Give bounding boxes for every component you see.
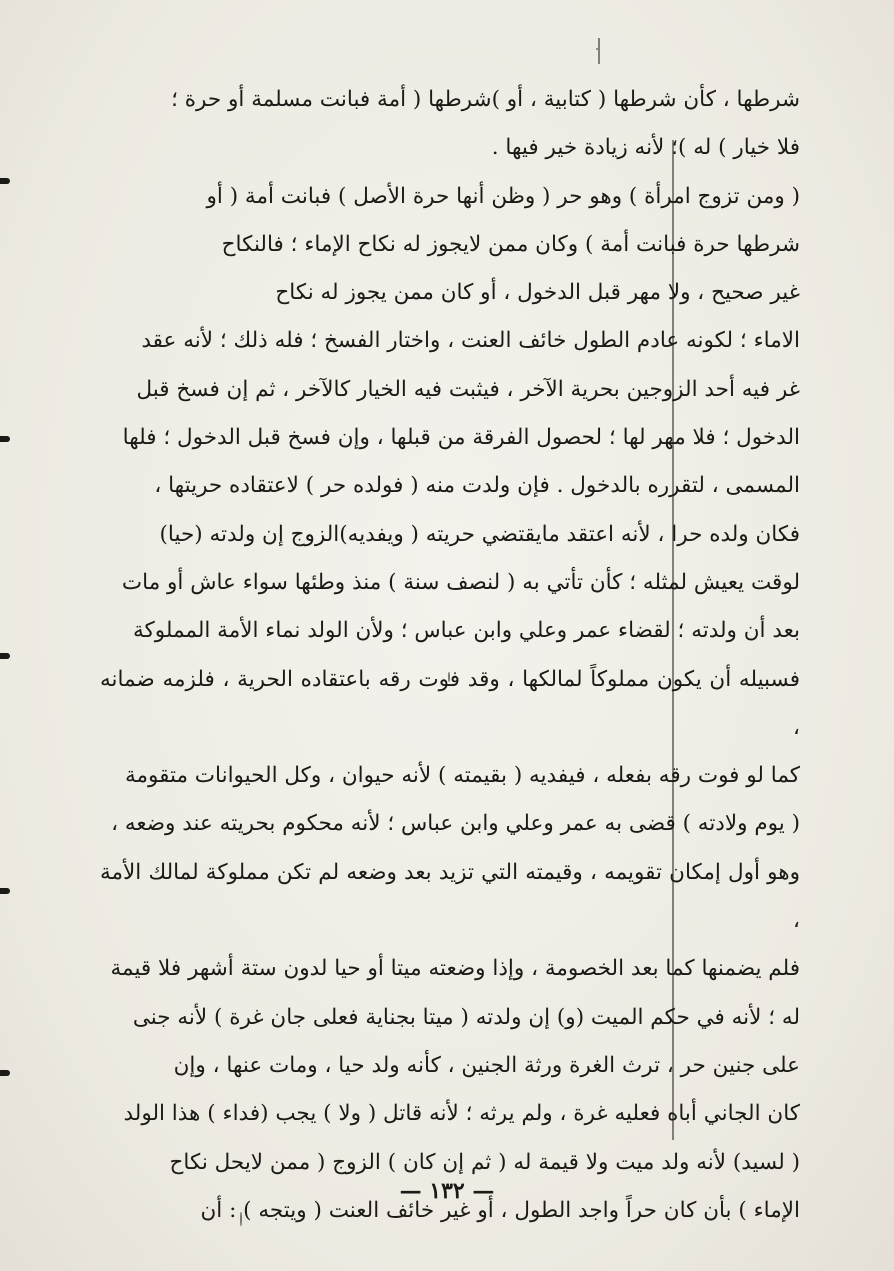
text-line: شرطها ، كأن شرطها ( كتابية ، أو )شرطها ( أمة فبانت مسلمة أو حرة ؛ xyxy=(171,87,800,112)
text-line: الإماء ) بأن كان حراً واجد الطول ، أو غير خائف العنت ( ويتجه ) : أن xyxy=(200,1197,800,1223)
binding-mark xyxy=(0,1070,10,1076)
text-line: الاماء ؛ لكونه عادم الطول خائف العنت ، واختار الفسخ ؛ فله ذلك ؛ لأنه عقد xyxy=(141,328,800,354)
text-line: لوقت يعيش لمثله ؛ كأن تأتي به ( لنصف سنة ) منذ وطئها سواء عاش أو مات xyxy=(121,569,800,595)
text-line: ( يوم ولادته ) قضى به عمر وعلي وابن عباس ؛ لأنه محكوم بحريته عند وضعه ، xyxy=(111,811,800,837)
text-line: فسبيله أن يكون مملوكاً لمالكها ، وقد فوت رقه باعتقاده الحرية ، فلزمه ضمانه ، xyxy=(100,666,800,740)
binding-mark xyxy=(0,178,10,184)
text-line: وهو أول إمكان تقويمه ، وقيمته التي تزيد بعد وضعه لم تكن مملوكة لمالك الأمة ، xyxy=(100,859,800,934)
page-number: — ١٣٢ — xyxy=(399,1178,495,1204)
binding-mark xyxy=(0,653,10,659)
text-line: فكان ولده حرا ، لأنه اعتقد مايقتضي حريته ( ويفديه)الزوج إن ولدته (حيا) xyxy=(159,521,800,547)
text-line: المسمى ، لتقرره بالدخول . فإن ولدت منه ( فولده حر ) لاعتقاده حريتها ، xyxy=(154,473,800,499)
text-line: بعد أن ولدته ؛ لقضاء عمر وعلي وابن عباس ؛ ولأن الولد نماء الأمة المملوكة xyxy=(132,618,800,644)
text-line: فلم يضمنها كما بعد الخصومة ، وإذا وضعته ميتا أو حيا لدون ستة أشهر فلا قيمة xyxy=(110,956,800,982)
binding-mark xyxy=(0,888,10,894)
text-line: كان الجاني أباه فعليه غرة ، ولم يرثه ؛ لأنه قاتل ( ولا ) يجب (فداء ) هذا الولد xyxy=(123,1101,800,1127)
fold-tick xyxy=(598,38,600,64)
text-line: الدخول ؛ فلا مهر لها ؛ لحصول الفرقة من قبلها ، وإن فسخ قبل الدخول ؛ فلها xyxy=(122,425,800,451)
text-line: فلا خيار ) له )؛ لأنه زيادة خير فيها . xyxy=(491,135,800,161)
text-line: على جنين حر ، ترث الغرة ورثة الجنين ، كأنه ولد حيا ، ومات عنها ، وإن xyxy=(173,1052,800,1078)
text-line: غير صحيح ، ولا مهر قبل الدخول ، أو كان ممن يجوز له نكاح xyxy=(275,280,800,306)
text-line: غر فيه أحد الزوجين بحرية الآخر ، فيثبت فيه الخيار كالآخر ، ثم إن فسخ قبل xyxy=(136,376,800,402)
text-line: شرطها حرة فبانت أمة ) وكان ممن لايجوز له نكاح الإماء ؛ فالنكاح xyxy=(221,231,800,257)
binding-mark xyxy=(0,436,10,442)
text-line: كما لو فوت رقه بفعله ، فيفديه ( بقيمته ) لأنه حيوان ، وكل الحيوانات متقومة xyxy=(124,763,800,789)
text-line: ( ومن تزوج امرأة ) وهو حر ( وظن أنها حرة الأصل ) فبانت أمة ( أو xyxy=(206,183,800,209)
text-line: ( لسيد) لأنه ولد ميت ولا قيمة له ( ثم إن كان ) الزوج ( ممن لايحل نكاح xyxy=(169,1149,800,1175)
text-line: له ؛ لأنه في حكم الميت (و) إن ولدته ( ميتا بجناية فعلى جان غرة ) لأنه جنى xyxy=(132,1004,800,1030)
